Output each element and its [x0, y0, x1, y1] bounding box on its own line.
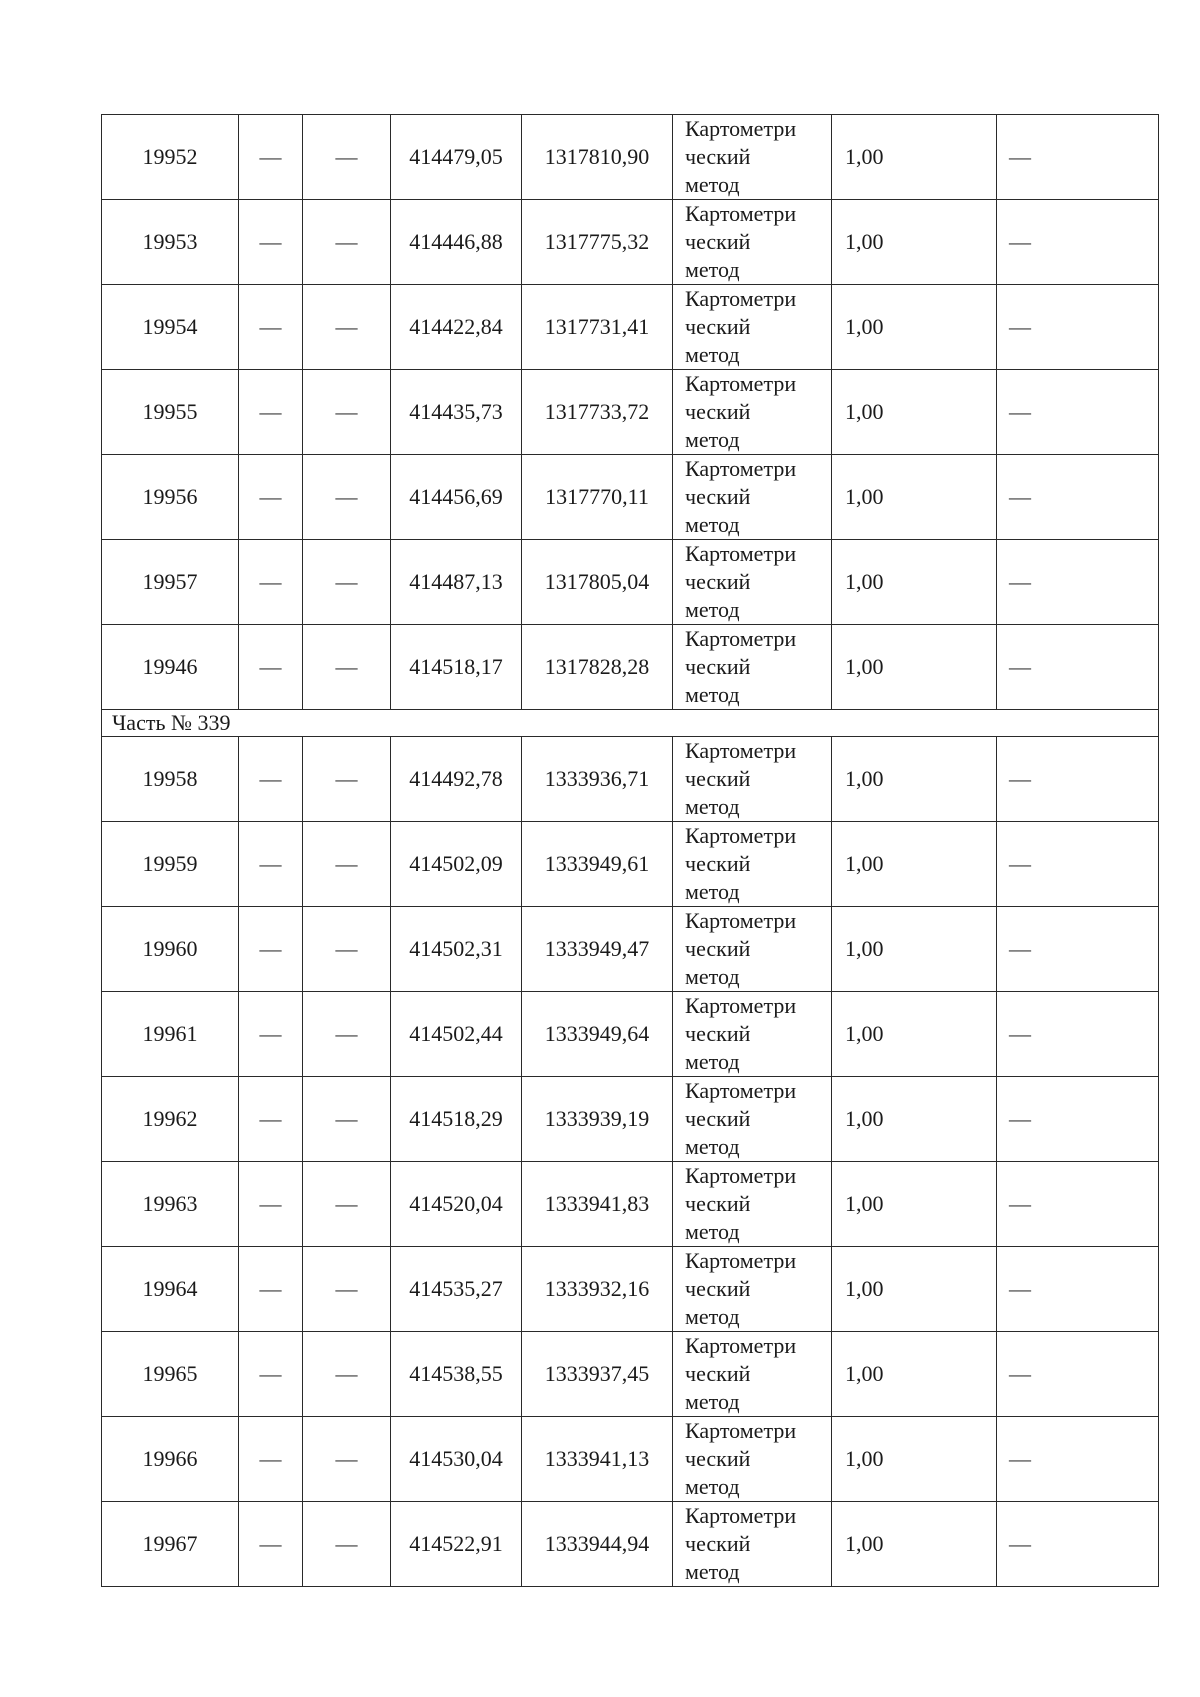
- dash-cell: —: [303, 1162, 391, 1247]
- coordinate-y-cell: 1333932,16: [522, 1247, 673, 1332]
- accuracy-cell: 1,00: [832, 1502, 997, 1587]
- table-row: [102, 1332, 1159, 1417]
- dash-cell: —: [303, 1332, 391, 1417]
- method-cell: [673, 822, 832, 907]
- coordinate-y-cell: 1333939,19: [522, 1077, 673, 1162]
- accuracy-cell: 1,00: [832, 540, 997, 625]
- coordinate-x-cell: 414446,88: [391, 200, 522, 285]
- dash-cell: —: [303, 1502, 391, 1587]
- dash-cell: —: [239, 907, 303, 992]
- method-cell: [673, 907, 832, 992]
- point-number-cell: 19957: [102, 540, 239, 625]
- point-number-cell: 19953: [102, 200, 239, 285]
- note-cell: —: [997, 370, 1159, 455]
- table-row: [102, 1077, 1159, 1162]
- coordinate-y-cell: 1333937,45: [522, 1332, 673, 1417]
- note-cell: —: [997, 992, 1159, 1077]
- method-text: Картометри ческий метод: [685, 541, 797, 622]
- coordinate-x-cell: 414456,69: [391, 455, 522, 540]
- note-cell: —: [997, 1077, 1159, 1162]
- dash-cell: —: [239, 1247, 303, 1332]
- point-number-cell: 19963: [102, 1162, 239, 1247]
- table-row: [102, 115, 1159, 200]
- dash-cell: —: [239, 1162, 303, 1247]
- coordinate-y-cell: 1333941,83: [522, 1162, 673, 1247]
- accuracy-cell: 1,00: [832, 1077, 997, 1162]
- accuracy-cell: 1,00: [832, 115, 997, 200]
- method-cell: [673, 992, 832, 1077]
- dash-cell: —: [239, 540, 303, 625]
- method-cell: [673, 540, 832, 625]
- method-text: Картометри ческий метод: [685, 1163, 797, 1244]
- coordinate-x-cell: 414492,78: [391, 737, 522, 822]
- note-cell: —: [997, 1162, 1159, 1247]
- note-cell: —: [997, 1502, 1159, 1587]
- note-cell: —: [997, 822, 1159, 907]
- point-number-cell: 19954: [102, 285, 239, 370]
- coordinate-y-cell: 1333949,47: [522, 907, 673, 992]
- dash-cell: —: [303, 1077, 391, 1162]
- method-text: Картометри ческий метод: [685, 626, 797, 707]
- coordinate-x-cell: 414522,91: [391, 1502, 522, 1587]
- method-cell: [673, 455, 832, 540]
- accuracy-cell: 1,00: [832, 1247, 997, 1332]
- dash-cell: —: [239, 285, 303, 370]
- point-number-cell: 19956: [102, 455, 239, 540]
- point-number-cell: 19962: [102, 1077, 239, 1162]
- dash-cell: —: [303, 200, 391, 285]
- method-text: Картометри ческий метод: [685, 456, 797, 537]
- dash-cell: —: [239, 1332, 303, 1417]
- coordinate-x-cell: 414487,13: [391, 540, 522, 625]
- coordinate-x-cell: 414538,55: [391, 1332, 522, 1417]
- table-row: [102, 992, 1159, 1077]
- method-text: Картометри ческий метод: [685, 116, 797, 197]
- dash-cell: —: [303, 992, 391, 1077]
- table-row: [102, 737, 1159, 822]
- note-cell: —: [997, 907, 1159, 992]
- dash-cell: —: [239, 455, 303, 540]
- accuracy-cell: 1,00: [832, 737, 997, 822]
- point-number-cell: 19966: [102, 1417, 239, 1502]
- accuracy-cell: 1,00: [832, 1332, 997, 1417]
- dash-cell: —: [239, 370, 303, 455]
- coordinate-y-cell: 1317775,32: [522, 200, 673, 285]
- note-cell: —: [997, 1247, 1159, 1332]
- point-number-cell: 19959: [102, 822, 239, 907]
- table-row: [102, 625, 1159, 710]
- accuracy-cell: 1,00: [832, 992, 997, 1077]
- point-number-cell: 19960: [102, 907, 239, 992]
- table-row: [102, 540, 1159, 625]
- dash-cell: —: [239, 200, 303, 285]
- dash-cell: —: [303, 115, 391, 200]
- accuracy-cell: 1,00: [832, 822, 997, 907]
- note-cell: —: [997, 1332, 1159, 1417]
- accuracy-cell: 1,00: [832, 200, 997, 285]
- coordinate-x-cell: 414479,05: [391, 115, 522, 200]
- dash-cell: —: [303, 540, 391, 625]
- method-text: Картометри ческий метод: [685, 201, 797, 282]
- coordinate-y-cell: 1317828,28: [522, 625, 673, 710]
- coordinate-y-cell: 1317770,11: [522, 455, 673, 540]
- section-label: Часть № 339: [102, 710, 1159, 737]
- dash-cell: —: [303, 625, 391, 710]
- coordinate-y-cell: 1333949,61: [522, 822, 673, 907]
- dash-cell: —: [303, 1417, 391, 1502]
- coordinate-y-cell: 1317733,72: [522, 370, 673, 455]
- method-cell: [673, 285, 832, 370]
- note-cell: —: [997, 455, 1159, 540]
- method-cell: [673, 1417, 832, 1502]
- point-number-cell: 19965: [102, 1332, 239, 1417]
- coordinate-y-cell: 1333936,71: [522, 737, 673, 822]
- note-cell: —: [997, 625, 1159, 710]
- coordinate-y-cell: 1333941,13: [522, 1417, 673, 1502]
- method-text: Картометри ческий метод: [685, 286, 797, 367]
- coordinate-x-cell: 414518,29: [391, 1077, 522, 1162]
- table-row: [102, 455, 1159, 540]
- method-cell: [673, 1077, 832, 1162]
- method-cell: [673, 115, 832, 200]
- accuracy-cell: 1,00: [832, 455, 997, 540]
- coordinate-x-cell: 414502,09: [391, 822, 522, 907]
- table-row: [102, 285, 1159, 370]
- point-number-cell: 19952: [102, 115, 239, 200]
- note-cell: —: [997, 1417, 1159, 1502]
- note-cell: —: [997, 115, 1159, 200]
- coordinate-x-cell: 414530,04: [391, 1417, 522, 1502]
- coordinate-y-cell: 1317810,90: [522, 115, 673, 200]
- point-number-cell: 19946: [102, 625, 239, 710]
- dash-cell: —: [239, 625, 303, 710]
- dash-cell: —: [303, 285, 391, 370]
- dash-cell: —: [239, 1077, 303, 1162]
- point-number-cell: 19958: [102, 737, 239, 822]
- accuracy-cell: 1,00: [832, 1162, 997, 1247]
- coordinate-x-cell: 414422,84: [391, 285, 522, 370]
- method-text: Картометри ческий метод: [685, 1503, 797, 1584]
- point-number-cell: 19961: [102, 992, 239, 1077]
- note-cell: —: [997, 737, 1159, 822]
- dash-cell: —: [239, 822, 303, 907]
- table-row: [102, 370, 1159, 455]
- method-cell: [673, 1162, 832, 1247]
- method-text: Картометри ческий метод: [685, 993, 797, 1074]
- table-row: [102, 1162, 1159, 1247]
- coordinate-y-cell: 1333949,64: [522, 992, 673, 1077]
- method-text: Картометри ческий метод: [685, 1418, 797, 1499]
- note-cell: —: [997, 285, 1159, 370]
- coordinate-y-cell: 1333944,94: [522, 1502, 673, 1587]
- document-page: [101, 114, 1158, 1587]
- coordinate-x-cell: 414502,44: [391, 992, 522, 1077]
- dash-cell: —: [303, 1247, 391, 1332]
- note-cell: —: [997, 540, 1159, 625]
- method-text: Картометри ческий метод: [685, 823, 797, 904]
- method-text: Картометри ческий метод: [685, 908, 797, 989]
- coordinate-x-cell: 414520,04: [391, 1162, 522, 1247]
- method-cell: [673, 200, 832, 285]
- accuracy-cell: 1,00: [832, 370, 997, 455]
- table-row: [102, 822, 1159, 907]
- dash-cell: —: [303, 455, 391, 540]
- accuracy-cell: 1,00: [832, 1417, 997, 1502]
- dash-cell: —: [239, 992, 303, 1077]
- coordinate-y-cell: 1317805,04: [522, 540, 673, 625]
- method-text: Картометри ческий метод: [685, 738, 797, 819]
- method-cell: [673, 1502, 832, 1587]
- table-row: [102, 907, 1159, 992]
- coordinate-x-cell: 414435,73: [391, 370, 522, 455]
- method-cell: [673, 1247, 832, 1332]
- coordinate-x-cell: 414502,31: [391, 907, 522, 992]
- point-number-cell: 19955: [102, 370, 239, 455]
- method-text: Картометри ческий метод: [685, 1248, 797, 1329]
- dash-cell: —: [239, 1502, 303, 1587]
- table-body: [102, 115, 1159, 1587]
- section-header-row: [102, 710, 1159, 737]
- coordinate-x-cell: 414535,27: [391, 1247, 522, 1332]
- method-text: Картометри ческий метод: [685, 371, 797, 452]
- table-row: [102, 200, 1159, 285]
- method-cell: [673, 1332, 832, 1417]
- method-text: Картометри ческий метод: [685, 1078, 797, 1159]
- dash-cell: —: [303, 822, 391, 907]
- note-cell: —: [997, 200, 1159, 285]
- table-row: [102, 1417, 1159, 1502]
- coordinates-table: [101, 114, 1159, 1587]
- dash-cell: —: [239, 1417, 303, 1502]
- accuracy-cell: 1,00: [832, 907, 997, 992]
- table-row: [102, 1247, 1159, 1332]
- method-cell: [673, 625, 832, 710]
- coordinate-y-cell: 1317731,41: [522, 285, 673, 370]
- dash-cell: —: [303, 907, 391, 992]
- point-number-cell: 19964: [102, 1247, 239, 1332]
- table-row: [102, 1502, 1159, 1587]
- dash-cell: —: [239, 737, 303, 822]
- dash-cell: —: [239, 115, 303, 200]
- method-cell: [673, 370, 832, 455]
- dash-cell: —: [303, 737, 391, 822]
- method-cell: [673, 737, 832, 822]
- accuracy-cell: 1,00: [832, 285, 997, 370]
- accuracy-cell: 1,00: [832, 625, 997, 710]
- dash-cell: —: [303, 370, 391, 455]
- coordinate-x-cell: 414518,17: [391, 625, 522, 710]
- point-number-cell: 19967: [102, 1502, 239, 1587]
- method-text: Картометри ческий метод: [685, 1333, 797, 1414]
